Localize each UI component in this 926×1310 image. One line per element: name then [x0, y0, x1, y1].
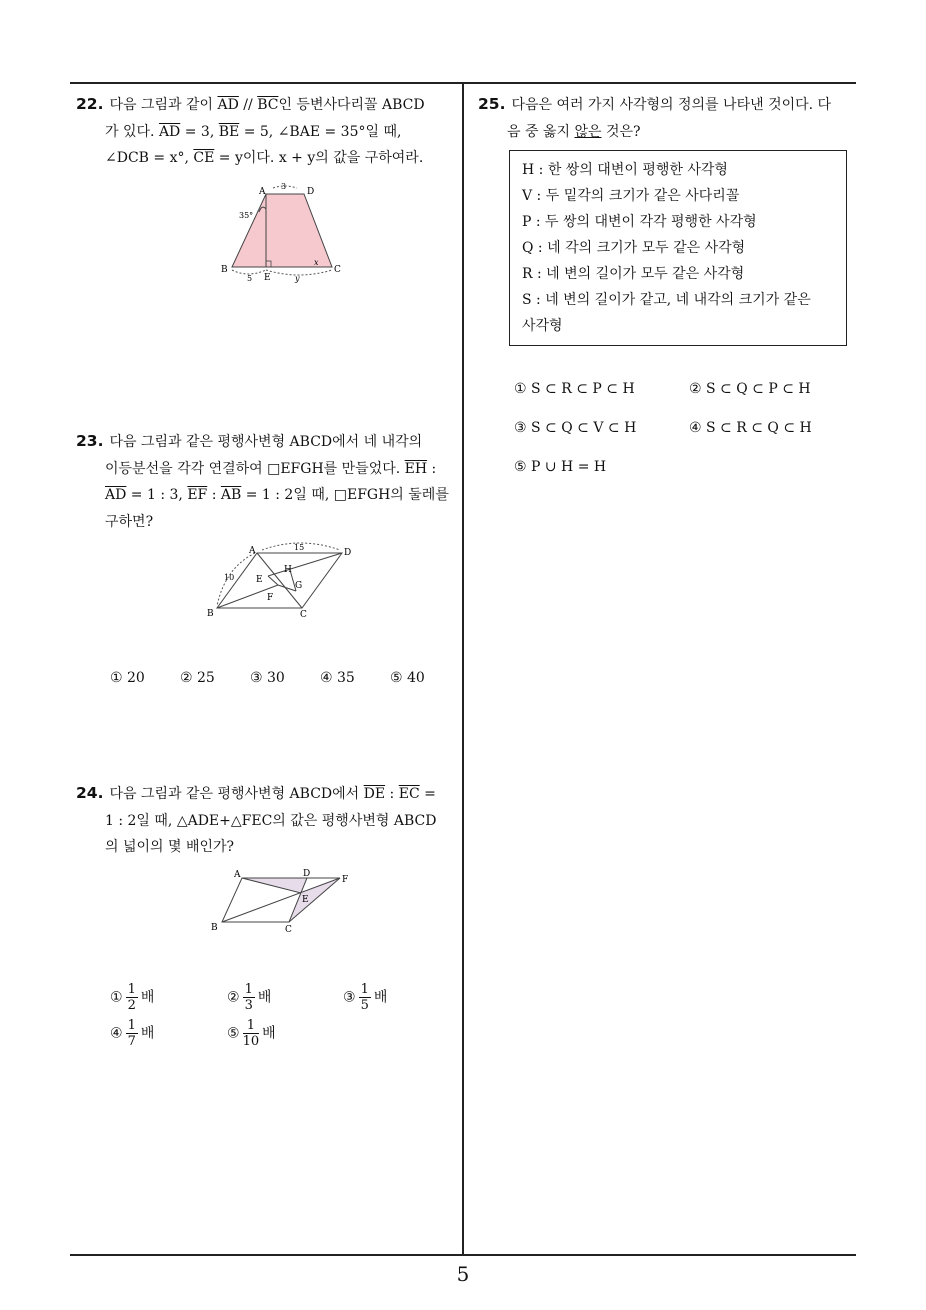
def-v: V : 두 밑각의 크기가 같은 사다리꼴 [522, 188, 740, 204]
label-C: C [334, 265, 341, 275]
definitions-box [509, 150, 847, 346]
choice-3[interactable]: ③ S ⊂ Q ⊂ V ⊂ H [514, 420, 637, 436]
label-E: E [264, 273, 271, 283]
label-3: 3 [281, 182, 287, 191]
def-s: S : 네 변의 길이가 같고, 네 내각의 크기가 같은 [522, 292, 811, 308]
choice-2[interactable]: ② $\frac{1}{3}$ 배 [227, 982, 272, 1013]
def-s-cont: 사각형 [522, 318, 563, 334]
question-25: 25. 다음은 여러 가지 사각형의 정의를 나타낸 것이다. 다 음 중 옳지 않은 것은? [478, 95, 832, 140]
choice-4[interactable]: ④ 35 [320, 670, 355, 686]
label-B: B [207, 609, 214, 619]
label-G: G [295, 581, 303, 591]
bottom-rule [70, 1254, 856, 1256]
question-number: 22. [76, 95, 104, 113]
choice-2[interactable]: ② 25 [180, 670, 215, 686]
label-15: 15 [294, 543, 305, 552]
choice-5[interactable]: ⑤ P ∪ H = H [514, 459, 607, 475]
choice-1[interactable]: ① S ⊂ R ⊂ P ⊂ H [514, 381, 635, 397]
label-A: A [259, 187, 266, 197]
label-5: 5 [247, 274, 253, 283]
label-A: A [249, 546, 256, 556]
question-22: 22. 다음 그림과 같이 $\overline{AD} // \overline{BC}$인 등변사다리꼴 ABCD 가 있다. $\overline{AD} = 3$, $\overline{BE} = 5$, ∠BAE = 35°일 때, ∠DCB = x°, $\overline{CE} = y$이다. x + y의 값을 구하여라. [76, 95, 425, 166]
label-E: E [302, 895, 309, 905]
choice-5[interactable]: ⑤ $\frac{1}{10}$ 배 [227, 1018, 276, 1049]
choice-3[interactable]: ③ 30 [250, 670, 285, 686]
choice-4[interactable]: ④ $\frac{1}{7}$ 배 [110, 1018, 155, 1049]
label-F: F [267, 593, 274, 603]
label-C: C [300, 610, 307, 620]
question-number: 25. [478, 95, 506, 113]
def-q: Q : 네 각의 크기가 모두 같은 사각형 [522, 240, 746, 256]
label-A: A [234, 870, 241, 880]
parallelogram-efgh-figure [200, 540, 365, 622]
label-D: D [303, 869, 311, 879]
question-23: 23. 다음 그림과 같은 평행사변형 ABCD에서 네 내각의 이등분선을 각각 연결하여 □EFGH를 만들었다. $\overline{EH}$ : $\overline{AD} = 1$ : 3, $\overline{EF}$ : $\overline{AB} = 1$ : 2일 때, □EFGH의 둘레를 구하면? [76, 432, 449, 530]
def-h: H : 한 쌍의 대변이 평행한 사각형 [522, 162, 728, 178]
label-B: B [221, 265, 228, 275]
def-p: P : 두 쌍의 대변이 각각 평행한 사각형 [522, 214, 757, 230]
label-B: B [211, 923, 218, 933]
parallelogram-ade-fec-figure [205, 864, 365, 936]
question-number: 23. [76, 432, 104, 450]
trapezoid-figure [215, 178, 345, 286]
question-number: 24. [76, 784, 104, 802]
label-E: E [256, 575, 263, 585]
choice-4[interactable]: ④ S ⊂ R ⊂ Q ⊂ H [689, 420, 812, 436]
choice-5[interactable]: ⑤ 40 [390, 670, 425, 686]
def-r: R : 네 변의 길이가 모두 같은 사각형 [522, 266, 745, 282]
label-35: 35° [239, 211, 254, 220]
label-D: D [307, 187, 315, 197]
question-24: 24. 다음 그림과 같은 평행사변형 ABCD에서 $\overline{DE}$ : $\overline{EC}$ = 1 : 2일 때, △ADE+△FEC의 값은 평행사변형 ABCD 의 넓이의 몇 배인가? [76, 784, 437, 855]
column-divider [462, 82, 464, 1255]
choice-1[interactable]: ① $\frac{1}{2}$ 배 [110, 982, 155, 1013]
label-D: D [344, 548, 352, 558]
label-10: 10 [224, 573, 235, 582]
page-number: 5 [456, 1262, 470, 1286]
label-C: C [285, 925, 292, 935]
choice-1[interactable]: ① 20 [110, 670, 145, 686]
choice-2[interactable]: ② S ⊂ Q ⊂ P ⊂ H [689, 381, 811, 397]
label-x: x [314, 258, 319, 267]
label-y: y [295, 274, 300, 283]
label-F: F [342, 875, 349, 885]
choice-3[interactable]: ③ $\frac{1}{5}$ 배 [343, 982, 388, 1013]
label-H: H [284, 565, 292, 575]
